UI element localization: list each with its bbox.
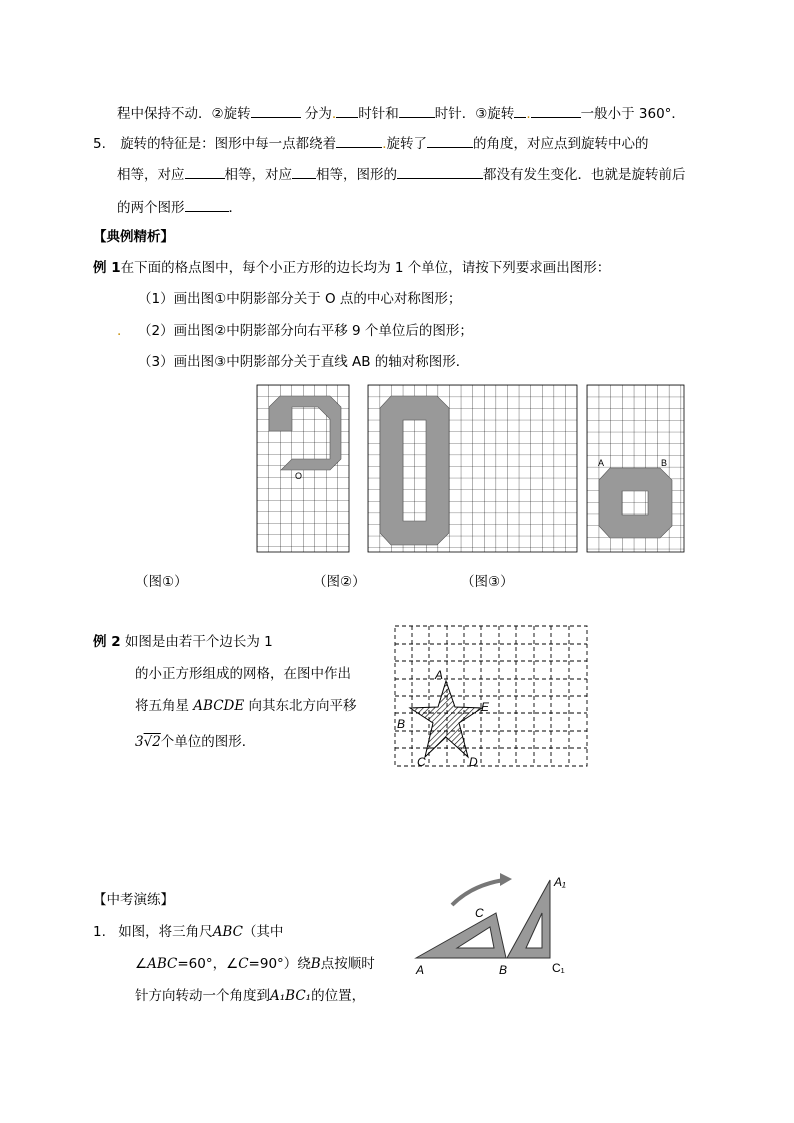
intro-text: 相等，对应 bbox=[117, 167, 185, 183]
section-title-examples: 【典例精析】 bbox=[93, 229, 174, 245]
exercise-text: 点按顺时 bbox=[320, 956, 375, 972]
accent-dot: . bbox=[526, 106, 531, 122]
example-text: 将五角星 bbox=[135, 698, 189, 714]
point-name: B bbox=[310, 956, 321, 972]
example-2-star-grid bbox=[390, 622, 590, 772]
fig-label-c1: C₁ bbox=[552, 961, 565, 975]
triangle-a1bc1 bbox=[507, 880, 550, 958]
answer-blank bbox=[336, 103, 358, 118]
answer-blank bbox=[531, 103, 581, 118]
exercise-text: 针方向转动一个角度到 bbox=[135, 988, 270, 1004]
grid-figure-1 bbox=[257, 385, 349, 552]
exercise-1-line-1 bbox=[93, 923, 283, 941]
example-text: 向其东北方向平移 bbox=[248, 698, 357, 714]
angle-name: ABC bbox=[147, 956, 178, 972]
example-1-item-3: （3）画出图③中阴影部分关于直线 AB 的轴对称图形． bbox=[138, 354, 470, 370]
star-label-d: D bbox=[469, 755, 478, 769]
example-1-item-2: （2）画出图②中阴影部分向右平移 9 个单位后的图形； bbox=[138, 323, 473, 339]
intro-text: 时针．③旋转 bbox=[434, 106, 515, 122]
example-2-line-3 bbox=[135, 697, 357, 715]
example-text: 个单位的图形． bbox=[160, 734, 256, 750]
grid-figure-2 bbox=[368, 385, 577, 552]
star-label-a: A bbox=[435, 668, 444, 682]
star-label-b: B bbox=[397, 717, 406, 731]
intro-line-3 bbox=[117, 164, 686, 184]
caption-figure-3: （图③） bbox=[461, 574, 514, 590]
section-title-exercises: 【中考演练】 bbox=[93, 892, 174, 908]
rotation-arrow bbox=[452, 880, 504, 905]
point-a-label: A bbox=[598, 458, 605, 468]
grid-figure-3 bbox=[587, 385, 684, 552]
answer-blank bbox=[399, 103, 435, 118]
exercise-text: 的位置， bbox=[311, 988, 366, 1004]
answer-blank bbox=[251, 103, 301, 118]
exercise-1-figure bbox=[412, 870, 602, 980]
answer-blank bbox=[185, 197, 229, 212]
answer-blank bbox=[185, 164, 225, 179]
math-sqrt: √2 bbox=[143, 734, 161, 750]
example-label: 例 2 bbox=[93, 634, 121, 650]
intro-line-2 bbox=[93, 133, 648, 153]
exercise-text: 如图，将三角尺 bbox=[118, 924, 213, 940]
caption-figure-2: （图②） bbox=[313, 574, 366, 590]
fig-label-a1: A₁ bbox=[554, 875, 566, 889]
example-text: 如图是由若干个边长为 1 bbox=[124, 634, 273, 650]
accent-dot: . bbox=[331, 106, 337, 122]
item-number: 5. bbox=[93, 136, 106, 152]
triangle-name: ABC bbox=[212, 924, 243, 940]
intro-text: 分为 bbox=[304, 106, 332, 122]
exercise-1-line-3 bbox=[135, 987, 365, 1005]
answer-blank bbox=[292, 164, 316, 179]
exercise-text: =90°）绕 bbox=[248, 956, 311, 972]
answer-blank bbox=[397, 164, 483, 179]
answer-blank bbox=[336, 133, 382, 148]
star-name: ABCDE bbox=[193, 698, 245, 714]
answer-blank bbox=[514, 103, 526, 118]
exercise-1-line-2 bbox=[135, 955, 375, 973]
intro-text: 时针和 bbox=[358, 106, 399, 122]
math-coefficient: 3 bbox=[135, 734, 144, 750]
exercise-text: ∠ bbox=[135, 956, 148, 972]
accent-dot: . bbox=[117, 323, 122, 339]
intro-text: 的两个图形 bbox=[117, 200, 185, 216]
five-point-star bbox=[410, 681, 482, 757]
example-2-line-4 bbox=[135, 733, 255, 751]
fig-label-a: A bbox=[416, 963, 425, 977]
caption-figure-1: （图①） bbox=[135, 574, 188, 590]
intro-text: 旋转的特征是：图形中每一点都绕着 bbox=[120, 136, 337, 152]
intro-text: 相等，图形的 bbox=[316, 167, 397, 183]
intro-text: 旋转了 bbox=[386, 136, 427, 152]
intro-text: 都没有发生变化．也就是旋转前后 bbox=[483, 167, 686, 183]
angle-name: C bbox=[238, 956, 249, 972]
intro-text: 的角度，对应点到旋转中心的 bbox=[472, 136, 649, 152]
point-b-label: B bbox=[661, 458, 668, 468]
item-number: 1. bbox=[93, 924, 106, 940]
arrow-head-icon bbox=[500, 873, 512, 886]
point-o-label: O bbox=[295, 471, 303, 481]
example-label: 例 1 bbox=[93, 260, 121, 276]
example-2-line-1 bbox=[93, 633, 273, 651]
accent-dot: . bbox=[382, 136, 387, 152]
example-1-item-1: （1）画出图①中阴影部分关于 O 点的中心对称图形； bbox=[138, 291, 462, 307]
answer-blank bbox=[427, 133, 473, 148]
intro-text: 程中保持不动．②旋转 bbox=[117, 106, 251, 122]
intro-line-1 bbox=[117, 103, 685, 123]
star-label-e: E bbox=[481, 700, 490, 714]
exercise-text: =60°，∠ bbox=[177, 956, 239, 972]
example-text: 在下面的格点图中，每个小正方形的边长均为 1 个单位，请按下列要求画出图形： bbox=[120, 260, 611, 276]
intro-text: 相等，对应 bbox=[224, 167, 292, 183]
fig-label-b: B bbox=[499, 963, 508, 977]
example-1-stem bbox=[93, 259, 610, 277]
intro-text: 一般小于 360°． bbox=[580, 106, 685, 122]
example-2-line-2: 的小正方形组成的网格，在图中作出 bbox=[135, 666, 351, 682]
intro-line-4 bbox=[117, 197, 242, 217]
triangle-abc bbox=[416, 913, 506, 958]
star-label-c: C bbox=[417, 755, 426, 769]
fig-label-c: C bbox=[475, 906, 484, 920]
triangle-name: A₁BC₁ bbox=[270, 988, 312, 1004]
example-1-grids bbox=[0, 380, 794, 590]
intro-text: ． bbox=[228, 200, 242, 216]
exercise-text: （其中 bbox=[242, 924, 284, 940]
